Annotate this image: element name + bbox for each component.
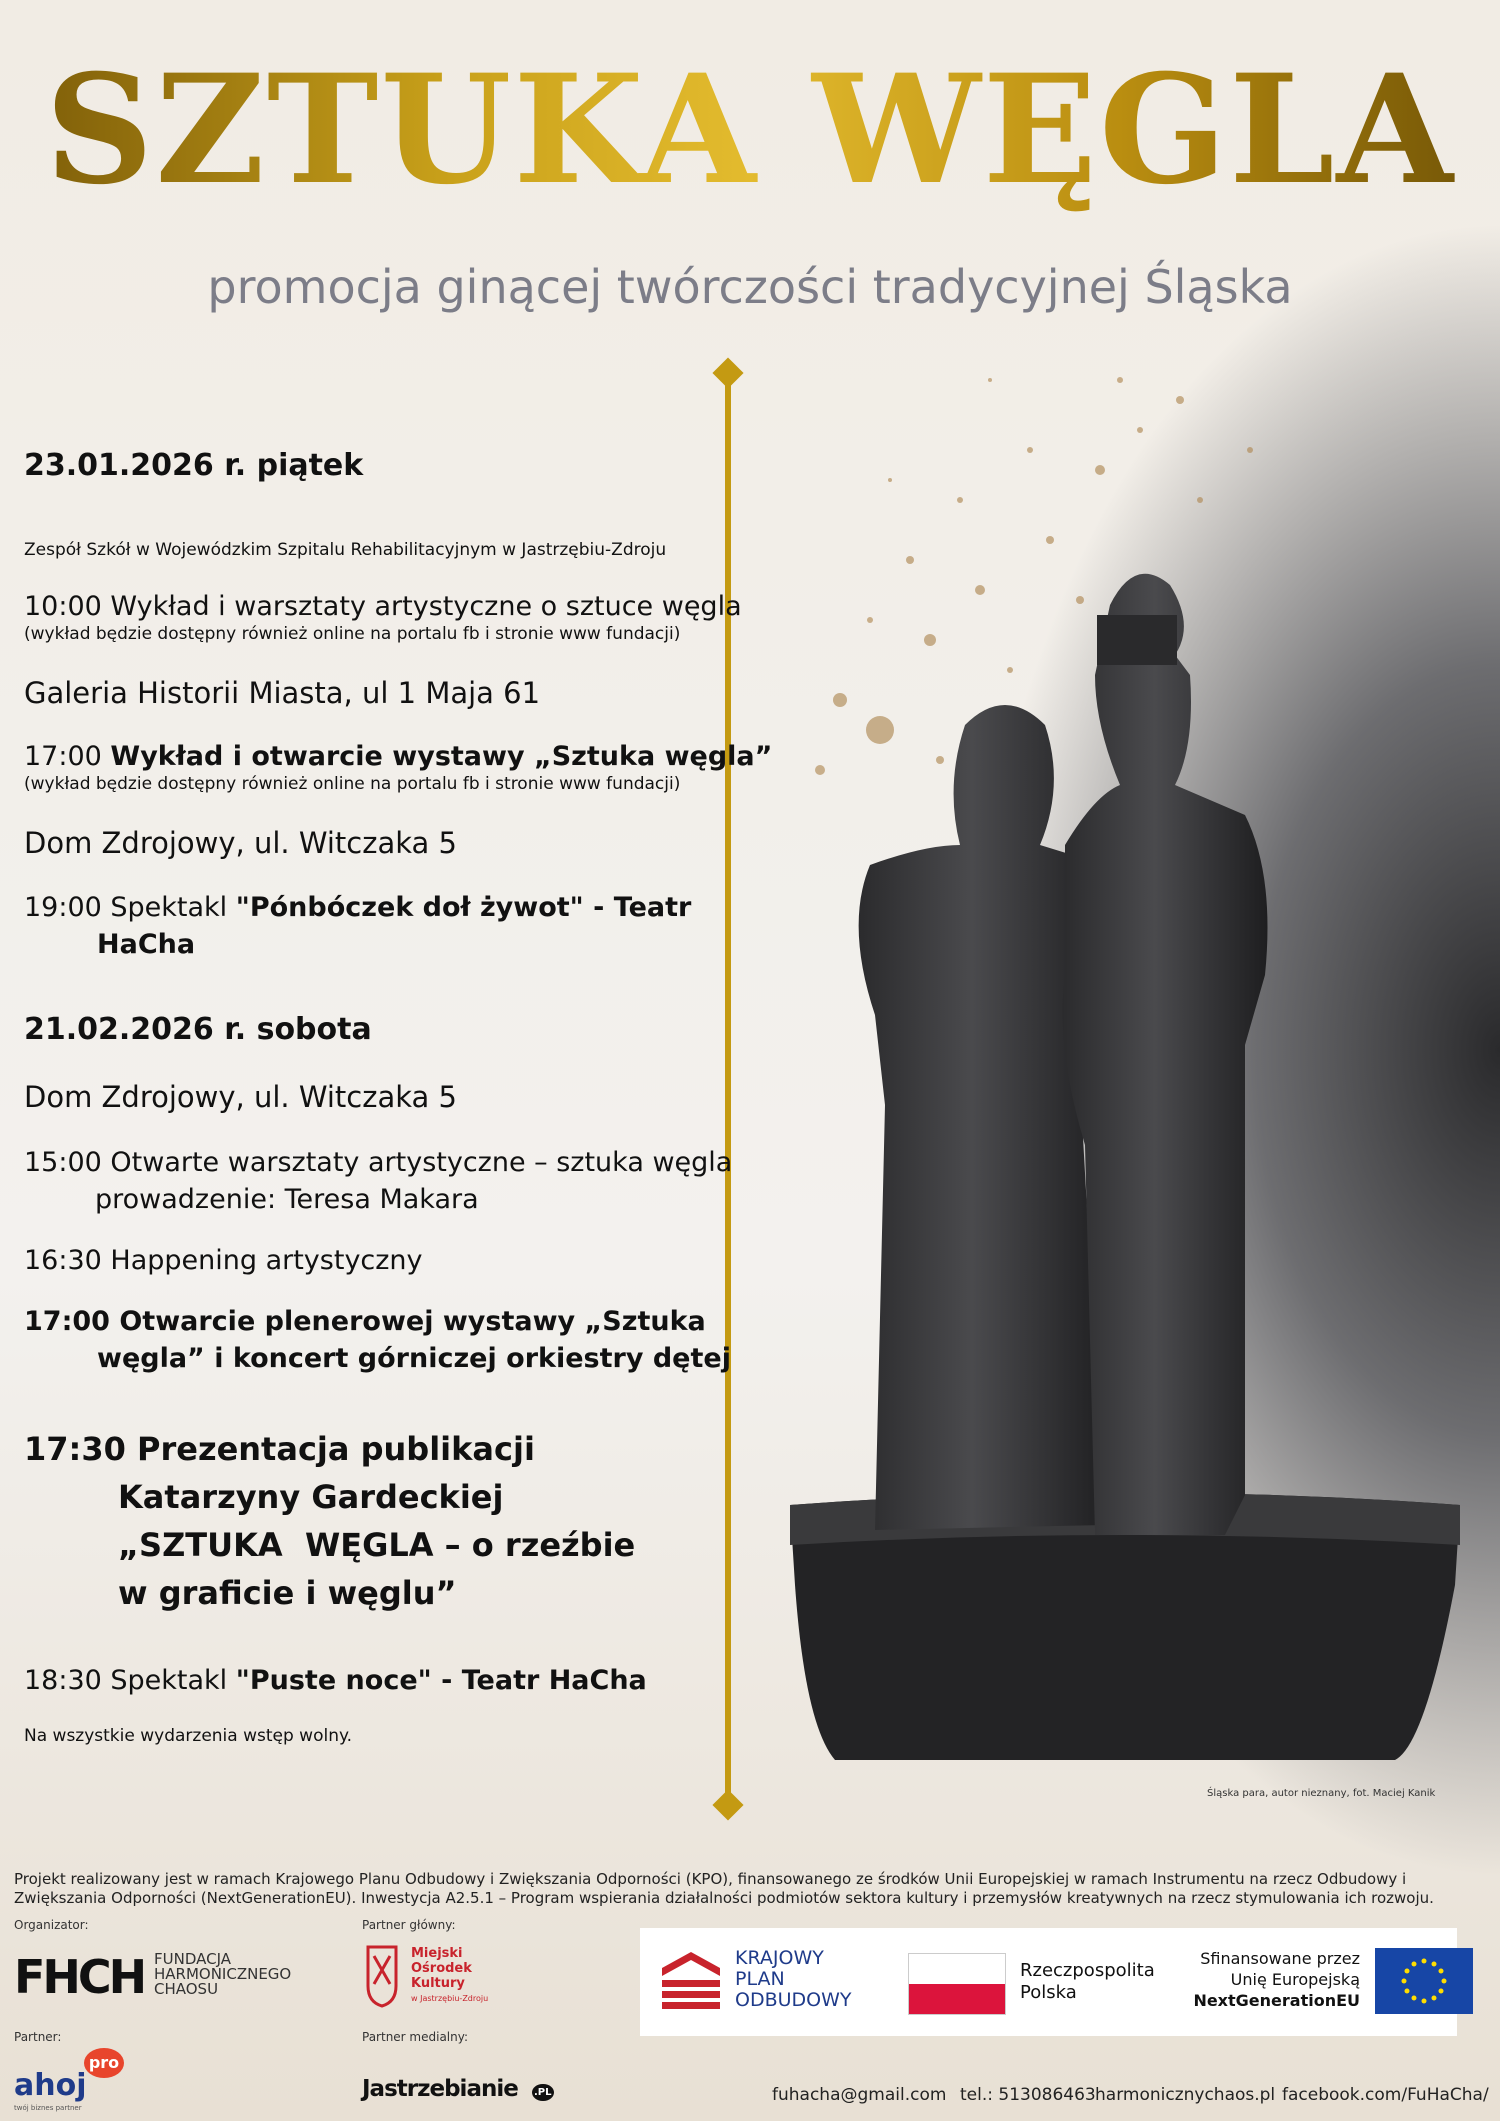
day2-event-workshop (24, 1144, 732, 1218)
day1-event-play-title: "Pónbóczek doł żywot" - Teatr (235, 892, 692, 923)
eu-flag-icon (1375, 1948, 1473, 2014)
day1-event-lecture: 10:00 Wykład i warsztaty artystyczne o sztuce węgla (24, 591, 742, 622)
day2-event-play-title: "Puste noce" - Teatr HaCha (235, 1665, 647, 1696)
day2-venue: Dom Zdrojowy, ul. Witczaka 5 (24, 1080, 457, 1114)
divider-top-diamond (712, 357, 743, 388)
day1-event-lecture-note: (wykład będzie dostępny również online na portalu fb i stronie www fundacji) (24, 624, 681, 644)
organizer-label: Organizator: (14, 1918, 89, 1932)
day2-event-publication (24, 1425, 635, 1617)
fhch-logo (14, 1950, 304, 2005)
day2-event-workshop-line2: prowadzenie: Teresa Makara (95, 1184, 479, 1215)
ahoj-pro-logo (14, 2048, 134, 2112)
day1-venue-school: Zespół Szkół w Wojewódzkim Szpitalu Rehabilitacyjnym w Jastrzębiu-Zdroju (24, 540, 667, 560)
funding-statement: Projekt realizowany jest w ramach Krajowego Planu Odbudowy i Zwiększania Odporności (KPO), finansowanego ze środków Unii Europejskiej w ramach Instrumentu na rzecz Odbudowy i Zwiększania Odporności (NextGenerationEU). Inwestycja A2.5.1 – Program wspierania działalności podmiotów sektora kultury i przemysłów kreatywnych na rzecz stymulowania ich rozwoju. (14, 1870, 1434, 1907)
day1-venue-gallery: Galeria Historii Miasta, ul 1 Maja 61 (24, 676, 541, 710)
day2-event-happening: 16:30 Happening artystyczny (24, 1245, 423, 1276)
ahoj-logo-text: ahoj (14, 2068, 87, 2103)
mok-logo (365, 1944, 545, 2014)
day1-event-exhibition-note: (wykład będzie dostępny również online na portalu fb i stronie www fundacji) (24, 774, 681, 794)
day2-event-play (24, 1662, 647, 1699)
photo-caption: Śląska para, autor nieznany, fot. Maciej Kanik (1207, 1788, 1436, 1799)
jastrzebianie-pl-badge: .PL (532, 2084, 554, 2101)
day1-event-exhibition-title: Wykład i otwarcie wystawy „Sztuka węgla” (110, 741, 773, 772)
ahoj-pro-badge: pro (84, 2048, 124, 2078)
funding-logos-bar (640, 1928, 1457, 2036)
divider-bottom-diamond (712, 1789, 743, 1820)
contact-phone[interactable]: tel.: 513086463 (960, 2085, 1096, 2105)
contact-email[interactable]: fuhacha@gmail.com (772, 2085, 947, 2105)
media-partner-label: Partner medialny: (362, 2030, 469, 2044)
mok-logo-name: Miejski Ośrodek Kultury w Jastrzębiu-Zdroju (411, 1946, 489, 2003)
main-partner-label: Partner główny: (362, 1918, 456, 1932)
rp-logo-text: Rzeczpospolita Polska (1020, 1960, 1155, 2003)
day1-event-exhibition (24, 738, 772, 775)
jastrzebianie-logo-text: Jastrzebianie (362, 2076, 518, 2102)
day2-event-play-prefix: 18:30 Spektakl (24, 1665, 236, 1696)
mok-emblem-icon (365, 1944, 399, 2008)
kpo-logo-text: KRAJOWY PLAN ODBUDOWY (735, 1947, 852, 2011)
day2-event-publication-line2: Katarzyny Gardeckiej (118, 1478, 504, 1516)
day2-event-opening-line1: 17:00 Otwarcie plenerowej wystawy „Sztuka (24, 1306, 706, 1337)
kpo-logo-icon (660, 1950, 722, 2012)
partner-label: Partner: (14, 2030, 62, 2044)
contact-facebook[interactable]: facebook.com/FuHaCha/ (1282, 2085, 1489, 2105)
day2-event-publication-line4: w graficie i węglu” (118, 1574, 457, 1612)
day2-event-opening-line2: węgla” i koncert górniczej orkiestry dętej (97, 1343, 731, 1374)
day1-event-exhibition-time: 17:00 (24, 741, 102, 772)
day1-event-play-title-cont: HaCha (97, 929, 196, 960)
poster-title: SZTUKA WĘGLA (0, 48, 1500, 213)
day2-event-publication-line1: 17:30 Prezentacja publikacji (24, 1430, 535, 1468)
jastrzebianie-logo (362, 2058, 552, 2108)
free-entry-note: Na wszystkie wydarzenia wstęp wolny. (24, 1726, 353, 1746)
day1-venue-dom-zdrojowy: Dom Zdrojowy, ul. Witczaka 5 (24, 826, 457, 860)
poster-subtitle: promocja ginącej twórczości tradycyjnej Śląska (207, 260, 1293, 314)
coal-sculpture-image (775, 545, 1475, 1780)
day2-event-publication-line3: „SZTUKA WĘGLA – o rzeźbie (118, 1526, 636, 1564)
day2-date: 21.02.2026 r. sobota (24, 1012, 372, 1047)
day2-event-workshop-line1: 15:00 Otwarte warsztaty artystyczne – sztuka węgla (24, 1147, 733, 1178)
fhch-logo-name: FUNDACJA HARMONICZNEGO CHAOSU (154, 1950, 292, 1998)
contact-website[interactable]: harmonicznychaos.pl (1095, 2085, 1276, 2105)
fhch-logo-mark: FHCH (14, 1950, 145, 2004)
day1-date: 23.01.2026 r. piątek (24, 448, 364, 483)
day1-event-play (24, 889, 691, 963)
day1-event-play-prefix: 19:00 Spektakl (24, 892, 236, 923)
eu-funding-text: Sfinansowane przez Unię Europejską NextGenerationEU (1193, 1949, 1360, 2010)
day2-event-opening (24, 1303, 731, 1377)
polish-flag-icon (908, 1953, 1006, 2015)
ahoj-tagline: twój biznes partner (14, 2104, 82, 2112)
